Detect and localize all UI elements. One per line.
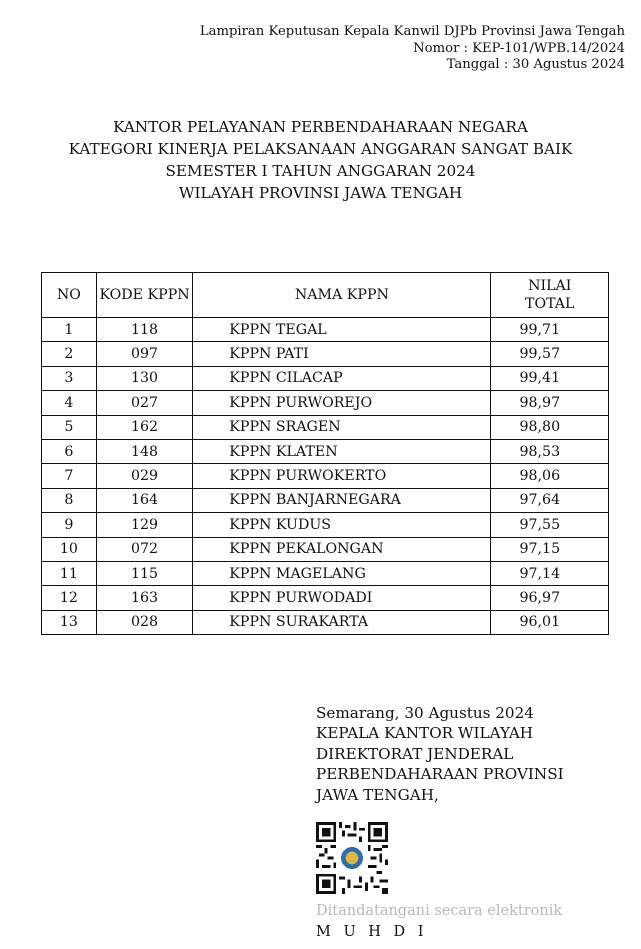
- row-kode: 162: [96, 415, 192, 439]
- row-no: 3: [42, 366, 97, 390]
- signer-name: M U H D I: [316, 924, 428, 940]
- row-no: 9: [42, 513, 97, 537]
- title-line-1: KANTOR PELAYANAN PERBENDAHARAAN NEGARA: [113, 118, 528, 136]
- title-line-2: KATEGORI KINERJA PELAKSANAAN ANGGARAN SANGAT BAIK: [68, 140, 573, 158]
- row-nilai: 98,97: [491, 391, 609, 415]
- row-no: 6: [42, 439, 97, 463]
- table-row: [42, 366, 609, 390]
- row-no: 2: [42, 342, 97, 366]
- row-nama: KPPN MAGELANG: [193, 561, 491, 585]
- row-nilai: 98,53: [491, 439, 609, 463]
- table-row: [42, 488, 609, 512]
- row-kode: 029: [96, 464, 192, 488]
- table-row: [42, 513, 609, 537]
- title-line-4: WILAYAH PROVINSI JAWA TENGAH: [178, 184, 463, 202]
- table-row: [42, 439, 609, 463]
- row-nilai: 97,15: [491, 537, 609, 561]
- decree-number: Nomor : KEP-101/WPB.14/2024: [413, 40, 625, 56]
- row-nilai: 99,41: [491, 366, 609, 390]
- row-kode: 028: [96, 610, 192, 634]
- row-nilai: 98,80: [491, 415, 609, 439]
- row-nama: KPPN KLATEN: [193, 439, 491, 463]
- signature-title-4: JAWA TENGAH,: [316, 785, 439, 804]
- table-row: [42, 415, 609, 439]
- signature-title-3: PERBENDAHARAAN PROVINSI: [316, 765, 564, 784]
- signature-block: [316, 703, 564, 805]
- electronic-signature-note: Ditandatangani secara elektronik: [316, 903, 563, 919]
- qr-code-icon: [316, 822, 388, 894]
- row-kode: 115: [96, 561, 192, 585]
- row-nama: KPPN PURWODADI: [193, 586, 491, 610]
- row-nama: KPPN PATI: [193, 342, 491, 366]
- signature-place-date: Semarang, 30 Agustus 2024: [316, 704, 534, 722]
- row-nama: KPPN PURWOREJO: [193, 391, 491, 415]
- row-nama: KPPN KUDUS: [193, 513, 491, 537]
- row-kode: 163: [96, 586, 192, 610]
- header-no: NO: [42, 273, 97, 318]
- table-row: [42, 561, 609, 585]
- row-no: 8: [42, 488, 97, 512]
- signature-title-1: KEPALA KANTOR WILAYAH: [316, 724, 534, 743]
- row-no: 10: [42, 537, 97, 561]
- header-nilai: [491, 273, 609, 318]
- row-kode: 129: [96, 513, 192, 537]
- kppn-ranking-table: [41, 272, 609, 635]
- table-row: [42, 537, 609, 561]
- row-nama: KPPN SURAKARTA: [193, 610, 491, 634]
- row-nilai: 97,55: [491, 513, 609, 537]
- row-no: 4: [42, 391, 97, 415]
- table-body: [42, 318, 609, 635]
- table-row: [42, 586, 609, 610]
- row-kode: 072: [96, 537, 192, 561]
- row-kode: 097: [96, 342, 192, 366]
- row-no: 1: [42, 318, 97, 342]
- row-no: 11: [42, 561, 97, 585]
- header-nama: NAMA KPPN: [193, 273, 491, 318]
- row-kode: 148: [96, 439, 192, 463]
- decree-date: Tanggal : 30 Agustus 2024: [446, 57, 625, 72]
- row-kode: 130: [96, 366, 192, 390]
- row-nama: KPPN PEKALONGAN: [193, 537, 491, 561]
- row-no: 13: [42, 610, 97, 634]
- row-nilai: 96,97: [491, 586, 609, 610]
- table-row: [42, 610, 609, 634]
- header-nilai-line2: TOTAL: [525, 296, 575, 312]
- table-row: [42, 464, 609, 488]
- signature-title-2: DIREKTORAT JENDERAL: [316, 744, 514, 763]
- table-row: [42, 318, 609, 342]
- attachment-reference: [200, 24, 625, 74]
- row-nama: KPPN SRAGEN: [193, 415, 491, 439]
- document-title: [0, 116, 641, 204]
- header-kode: KODE KPPN: [96, 273, 192, 318]
- row-nilai: 97,64: [491, 488, 609, 512]
- row-kode: 118: [96, 318, 192, 342]
- row-kode: 164: [96, 488, 192, 512]
- table-row: [42, 391, 609, 415]
- row-nama: KPPN CILACAP: [193, 366, 491, 390]
- row-kode: 027: [96, 391, 192, 415]
- attachment-title: Lampiran Keputusan Kepala Kanwil DJPb Provinsi Jawa Tengah: [199, 24, 625, 39]
- row-no: 5: [42, 415, 97, 439]
- row-no: 7: [42, 464, 97, 488]
- row-nama: KPPN BANJARNEGARA: [193, 488, 491, 512]
- row-nilai: 97,14: [491, 561, 609, 585]
- row-no: 12: [42, 586, 97, 610]
- row-nama: KPPN TEGAL: [193, 318, 491, 342]
- row-nilai: 96,01: [491, 610, 609, 634]
- table-row: [42, 342, 609, 366]
- title-line-3: SEMESTER I TAHUN ANGGARAN 2024: [165, 162, 476, 180]
- row-nilai: 99,71: [491, 318, 609, 342]
- row-nama: KPPN PURWOKERTO: [193, 464, 491, 488]
- row-nilai: 98,06: [491, 464, 609, 488]
- table-header-row: [42, 273, 609, 318]
- row-nilai: 99,57: [491, 342, 609, 366]
- header-nilai-line1: NILAI: [528, 278, 572, 294]
